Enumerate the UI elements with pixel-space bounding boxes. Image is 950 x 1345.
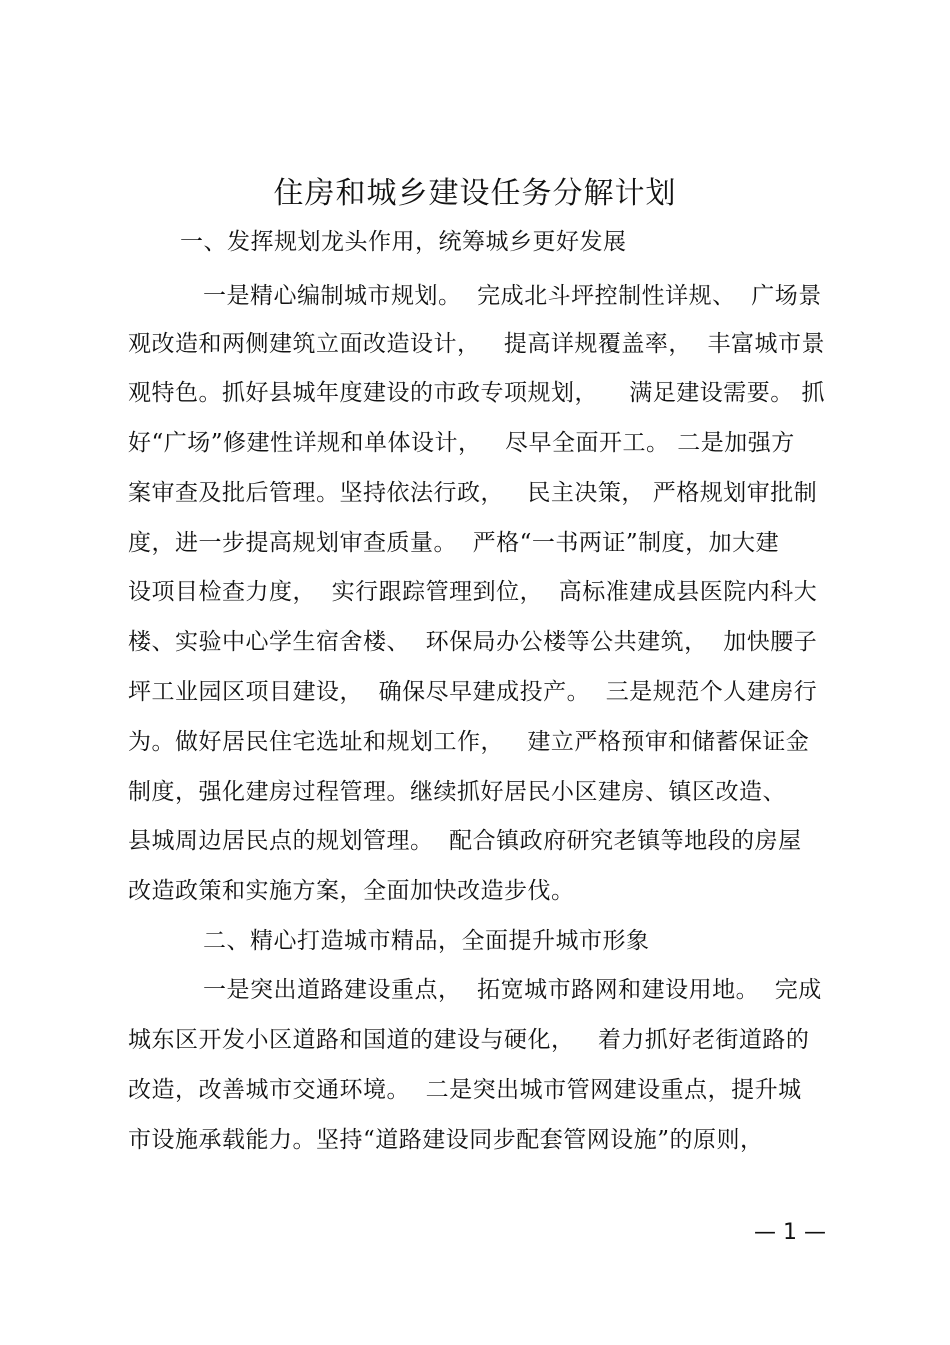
paragraph-line: 改造政策和实施方案，全面加快改造步伐。 [128, 878, 575, 904]
paragraph-line: 好“广场”修建性详规和单体设计， 尽早全面开工。 二是加强方 [128, 430, 795, 456]
paragraph-line: 设项目检查力度， 实行跟踪管理到位， 高标准建成县医院内科大 [128, 579, 818, 605]
paragraph-line: 改造，改善城市交通环境。 二是突出城市管网建设重点，提升城 [128, 1077, 802, 1103]
section-heading-2: 二、精心打造城市精品，全面提升城市形象 [203, 928, 650, 954]
document-title: 住房和城乡建设任务分解计划 [273, 176, 677, 211]
paragraph-line: 案审查及批后管理。坚持依法行政， 民主决策， 严格规划审批制 [128, 480, 818, 506]
section-heading-1: 一、发挥规划龙头作用，统筹城乡更好发展 [180, 229, 627, 255]
paragraph-line: 城东区开发小区道路和国道的建设与硬化， 着力抓好老街道路的 [128, 1027, 810, 1053]
paragraph-line: 一是精心编制城市规划。 完成北斗坪控制性详规、 广场景 [203, 283, 822, 309]
paragraph-line: 楼、实验中心学生宿舍楼、 环保局办公楼等公共建筑， 加快腰子 [128, 629, 818, 655]
paragraph-line: 一是突出道路建设重点， 拓宽城市路网和建设用地。 完成 [203, 977, 822, 1003]
paragraph-line: 制度，强化建房过程管理。继续抓好居民小区建房、镇区改造、 [128, 779, 786, 805]
paragraph-line: 为。做好居民住宅选址和规划工作， 建立严格预审和储蓄保证金 [128, 729, 810, 755]
paragraph-line: 坪工业园区项目建设， 确保尽早建成投产。 三是规范个人建房行 [128, 679, 818, 705]
paragraph-line: 观特色。抓好县城年度建设的市政专项规划， 满足建设需要。 抓 [128, 380, 826, 406]
page-number: — 1 — [754, 1220, 826, 1245]
paragraph-line: 市设施承载能力。坚持“道路建设同步配套管网设施”的原则， [128, 1127, 764, 1153]
paragraph-line: 县城周边居民点的规划管理。 配合镇政府研究老镇等地段的房屋 [128, 828, 802, 854]
paragraph-line: 观改造和两侧建筑立面改造设计， 提高详规覆盖率， 丰富城市景 [128, 331, 826, 357]
paragraph-line: 度，进一步提高规划审查质量。 严格“一书两证”制度，加大建 [128, 530, 780, 556]
